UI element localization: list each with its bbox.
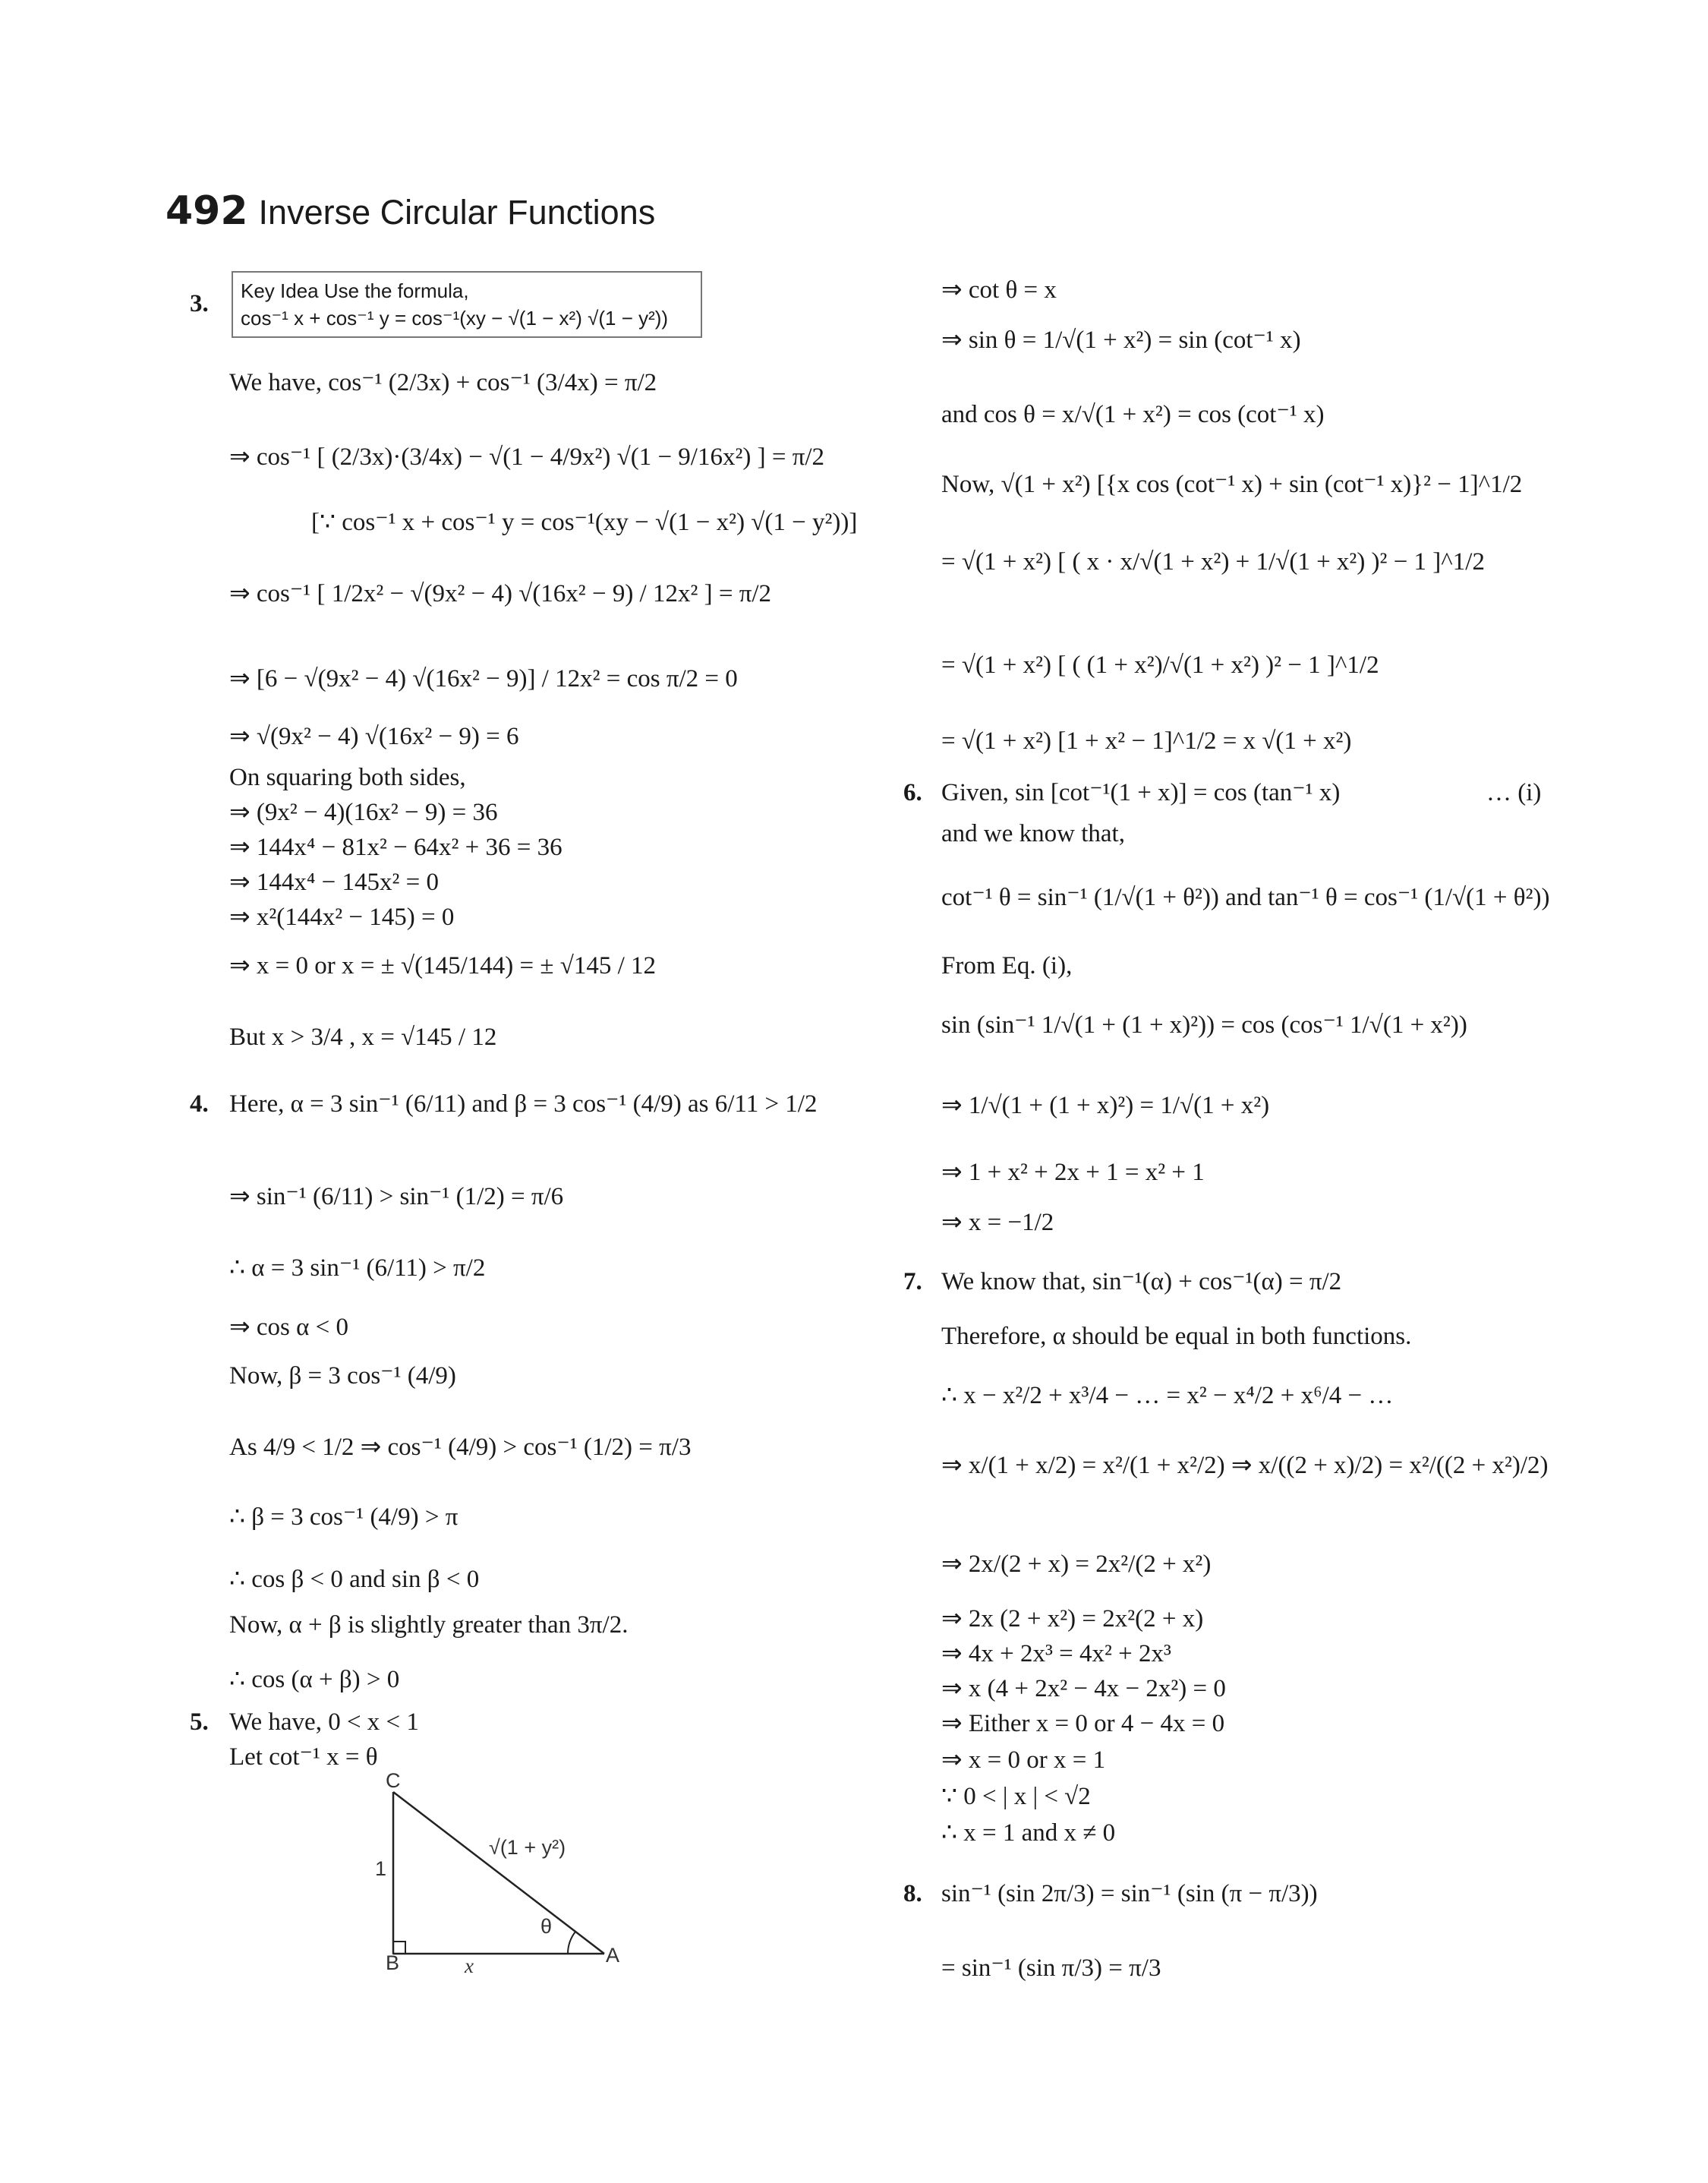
q6-line-8: ⇒ x = −1/2 bbox=[941, 1209, 1054, 1236]
q8-line-2: = sin⁻¹ (sin π/3) = π/3 bbox=[941, 1954, 1161, 1982]
triangle-hypotenuse bbox=[393, 1792, 604, 1954]
right-triangle-diagram bbox=[364, 1769, 638, 1982]
q3-line-12: ⇒ x = 0 or x = ± √(145/144) = ± √145 / 12 bbox=[229, 952, 656, 980]
q4-line-2: ⇒ sin⁻¹ (6/11) > sin⁻¹ (1/2) = π/6 bbox=[229, 1183, 564, 1210]
q5-line-1: We have, 0 < x < 1 bbox=[229, 1708, 419, 1736]
q3-line-2: ⇒ cos⁻¹ [ (2/3x)·(3/4x) − √(1 − 4/9x²) √(1 − 9/16x²) ] = π/2 bbox=[229, 443, 825, 471]
question-5-number: 5. bbox=[190, 1708, 209, 1736]
q6-line-7: ⇒ 1 + x² + 2x + 1 = x² + 1 bbox=[941, 1159, 1205, 1186]
q5-cont-line-1: ⇒ cot θ = x bbox=[941, 276, 1057, 304]
page-number: 492 bbox=[165, 188, 248, 234]
q5-cont-line-2: ⇒ sin θ = 1/√(1 + x²) = sin (cot⁻¹ x) bbox=[941, 327, 1301, 354]
vertex-a-label: A bbox=[606, 1944, 620, 1967]
q3-line-11: ⇒ x²(144x² − 145) = 0 bbox=[229, 904, 455, 931]
vertex-c-label: C bbox=[386, 1769, 401, 1792]
key-idea-formula: cos⁻¹ x + cos⁻¹ y = cos⁻¹(xy − √(1 − x²) √(1 − y²)) bbox=[241, 307, 669, 330]
q7-line-5: ⇒ 2x/(2 + x) = 2x²/(2 + x²) bbox=[941, 1550, 1212, 1578]
q5-cont-line-6: = √(1 + x²) [ ( (1 + x²)/√(1 + x²) )² − 1 ]^1/2 bbox=[941, 651, 1379, 679]
question-7-number: 7. bbox=[903, 1268, 922, 1295]
q7-line-9: ⇒ Either x = 0 or 4 − 4x = 0 bbox=[941, 1710, 1225, 1737]
q4-line-8: ∴ cos β < 0 and sin β < 0 bbox=[229, 1566, 480, 1593]
q4-line-10: ∴ cos (α + β) > 0 bbox=[229, 1666, 400, 1693]
q3-line-10: ⇒ 144x⁴ − 145x² = 0 bbox=[229, 869, 440, 896]
q3-line-8: ⇒ (9x² − 4)(16x² − 9) = 36 bbox=[229, 799, 498, 826]
q3-line-3: [∵ cos⁻¹ x + cos⁻¹ y = cos⁻¹(xy − √(1 − x²) √(1 − y²))] bbox=[311, 509, 858, 536]
q7-line-6: ⇒ 2x (2 + x²) = 2x²(2 + x) bbox=[941, 1605, 1204, 1633]
q4-line-4: ⇒ cos α < 0 bbox=[229, 1314, 349, 1341]
question-6-number: 6. bbox=[903, 779, 922, 806]
q6-line-6: ⇒ 1/√(1 + (1 + x)²) = 1/√(1 + x²) bbox=[941, 1092, 1270, 1119]
q4-line-1: Here, α = 3 sin⁻¹ (6/11) and β = 3 cos⁻¹ (4/9) as 6/11 > 1/2 bbox=[229, 1090, 818, 1118]
q6-line-4: From Eq. (i), bbox=[941, 952, 1073, 980]
q5-cont-line-4: Now, √(1 + x²) [{x cos (cot⁻¹ x) + sin (cot⁻¹ x)}² − 1]^1/2 bbox=[941, 471, 1523, 498]
q6-equation-ref: … (i) bbox=[1486, 779, 1542, 806]
q7-line-12: ∴ x = 1 and x ≠ 0 bbox=[941, 1819, 1116, 1847]
key-idea-heading: Key Idea Use the formula, bbox=[241, 279, 469, 302]
side-1-label: 1 bbox=[375, 1857, 387, 1880]
q3-line-5: ⇒ [6 − √(9x² − 4) √(16x² − 9)] / 12x² = cos π/2 = 0 bbox=[229, 665, 738, 692]
q6-line-5: sin (sin⁻¹ 1/√(1 + (1 + x)²)) = cos (cos⁻¹ 1/√(1 + x²)) bbox=[941, 1011, 1467, 1039]
question-3-number: 3. bbox=[190, 290, 209, 317]
q7-line-7: ⇒ 4x + 2x³ = 4x² + 2x³ bbox=[941, 1640, 1171, 1667]
q4-line-5: Now, β = 3 cos⁻¹ (4/9) bbox=[229, 1362, 456, 1390]
theta-arc bbox=[568, 1932, 575, 1954]
q5-line-2: Let cot⁻¹ x = θ bbox=[229, 1743, 378, 1771]
side-x-label: x bbox=[465, 1954, 474, 1977]
q5-cont-line-3: and cos θ = x/√(1 + x²) = cos (cot⁻¹ x) bbox=[941, 401, 1325, 428]
key-idea-box bbox=[232, 271, 702, 338]
q6-line-3: cot⁻¹ θ = sin⁻¹ (1/√(1 + θ²)) and tan⁻¹ θ = cos⁻¹ (1/√(1 + θ²)) bbox=[941, 884, 1550, 911]
q3-line-1: We have, cos⁻¹ (2/3x) + cos⁻¹ (3/4x) = π/2 bbox=[229, 369, 657, 396]
q6-line-1: Given, sin [cot⁻¹(1 + x)] = cos (tan⁻¹ x) bbox=[941, 779, 1341, 806]
q4-line-3: ∴ α = 3 sin⁻¹ (6/11) > π/2 bbox=[229, 1254, 486, 1282]
question-8-number: 8. bbox=[903, 1880, 922, 1907]
q5-cont-line-5: = √(1 + x²) [ ( x · x/√(1 + x²) + 1/√(1 + x²) )² − 1 ]^1/2 bbox=[941, 548, 1485, 576]
q7-line-4: ⇒ x/(1 + x/2) = x²/(1 + x²/2) ⇒ x/((2 + x)/2) = x²/((2 + x²)/2) bbox=[941, 1452, 1549, 1479]
q7-line-10: ⇒ x = 0 or x = 1 bbox=[941, 1746, 1106, 1774]
q7-line-2: Therefore, α should be equal in both functions. bbox=[941, 1323, 1412, 1350]
q7-line-1: We know that, sin⁻¹(α) + cos⁻¹(α) = π/2 bbox=[941, 1268, 1342, 1295]
q4-line-6: As 4/9 < 1/2 ⇒ cos⁻¹ (4/9) > cos⁻¹ (1/2) = π/3 bbox=[229, 1434, 692, 1461]
vertex-b-label: B bbox=[386, 1951, 400, 1974]
q3-line-6: ⇒ √(9x² − 4) √(16x² − 9) = 6 bbox=[229, 723, 519, 750]
q3-line-13: But x > 3/4 , x = √145 / 12 bbox=[229, 1024, 497, 1051]
q3-line-4: ⇒ cos⁻¹ [ 1/2x² − √(9x² − 4) √(16x² − 9) / 12x² ] = π/2 bbox=[229, 580, 772, 607]
q3-line-7: On squaring both sides, bbox=[229, 764, 466, 791]
page-title: Inverse Circular Functions bbox=[258, 193, 656, 232]
theta-label: θ bbox=[540, 1915, 553, 1938]
q7-line-11: ∵ 0 < | x | < √2 bbox=[941, 1783, 1091, 1810]
question-4-number: 4. bbox=[190, 1090, 209, 1118]
q8-line-1: sin⁻¹ (sin 2π/3) = sin⁻¹ (sin (π − π/3)) bbox=[941, 1880, 1318, 1907]
q3-line-9: ⇒ 144x⁴ − 81x² − 64x² + 36 = 36 bbox=[229, 834, 563, 861]
q6-line-2: and we know that, bbox=[941, 820, 1125, 847]
page-header bbox=[165, 188, 655, 234]
hypotenuse-label: √(1 + y²) bbox=[489, 1836, 566, 1859]
q7-line-8: ⇒ x (4 + 2x² − 4x − 2x²) = 0 bbox=[941, 1675, 1226, 1702]
q4-line-7: ∴ β = 3 cos⁻¹ (4/9) > π bbox=[229, 1503, 459, 1531]
q5-cont-line-7: = √(1 + x²) [1 + x² − 1]^1/2 = x √(1 + x²) bbox=[941, 727, 1352, 755]
q7-line-3: ∴ x − x²/2 + x³/4 − … = x² − x⁴/2 + x⁶/4 − … bbox=[941, 1382, 1394, 1409]
q4-line-9: Now, α + β is slightly greater than 3π/2. bbox=[229, 1611, 629, 1639]
